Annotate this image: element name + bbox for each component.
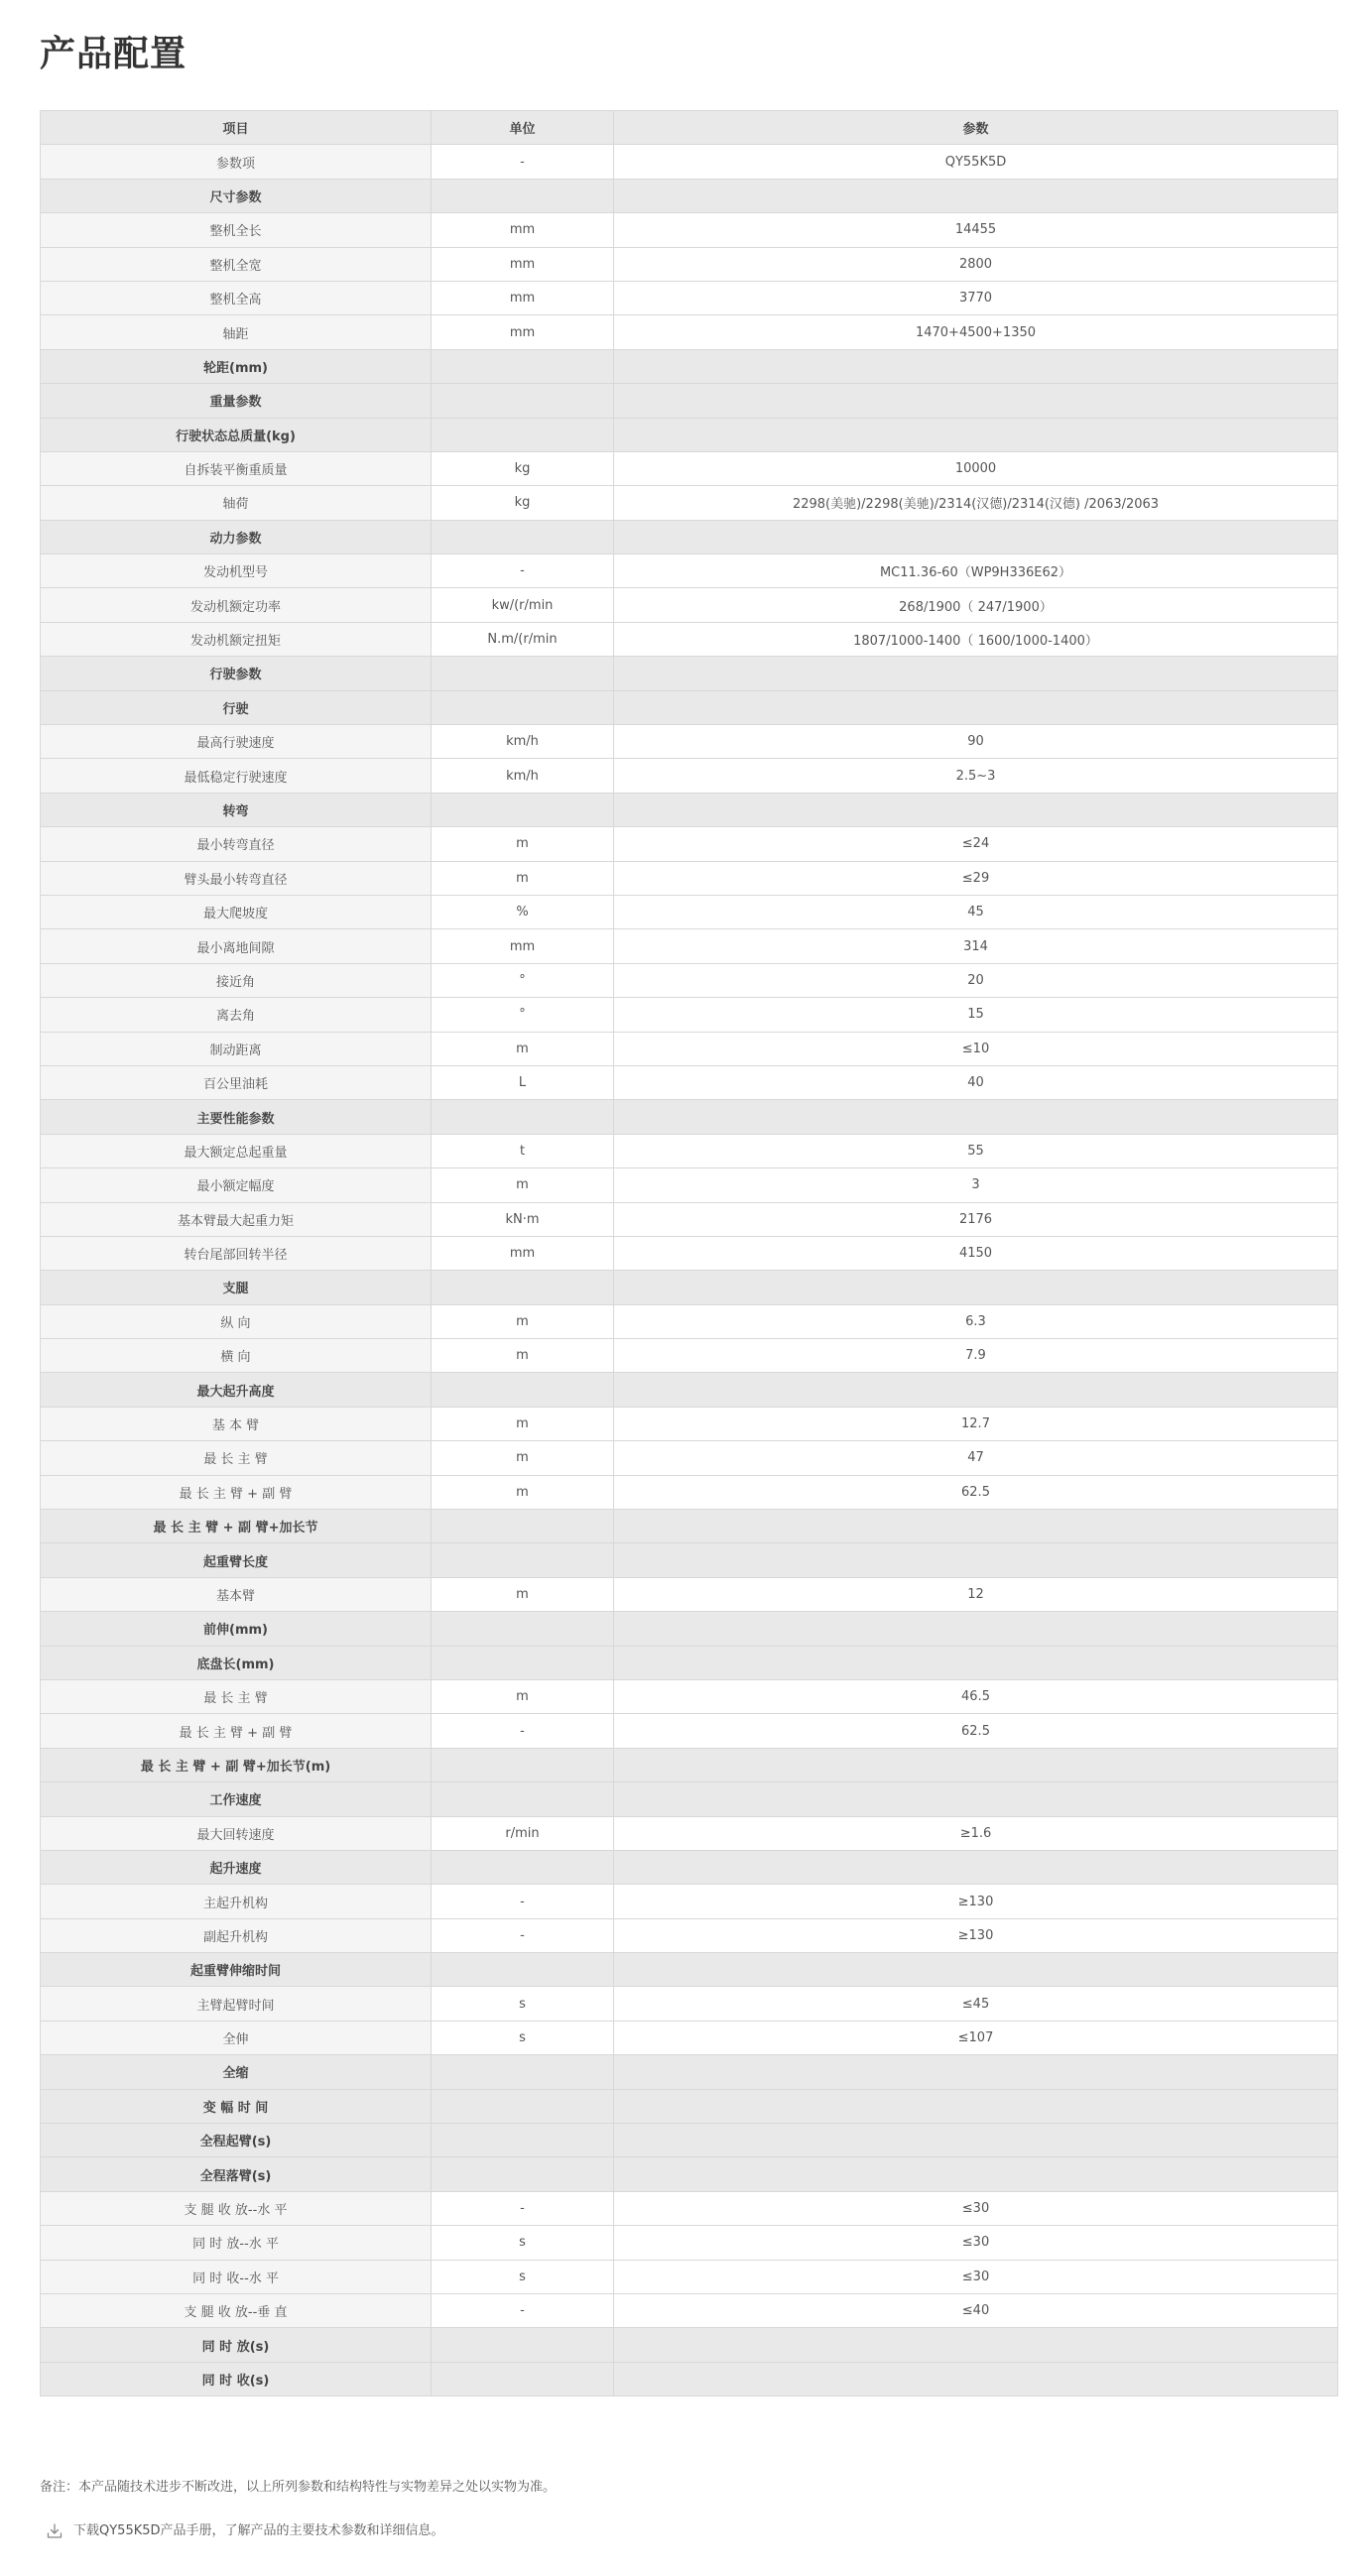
cell-unit: mm (432, 247, 614, 281)
table-row (41, 1918, 1338, 1952)
cell-unit: kw/(r/min (432, 588, 614, 622)
cell-value (614, 1510, 1338, 1543)
cell-unit (432, 2124, 614, 2157)
cell-item: 最高行驶速度 (41, 725, 432, 759)
cell-item: 发动机额定功率 (41, 588, 432, 622)
cell-item: 最 长 主 臂 (41, 1441, 432, 1475)
cell-unit (432, 349, 614, 383)
table-section-row (41, 1748, 1338, 1781)
cell-value: 15 (614, 998, 1338, 1032)
cell-unit: r/min (432, 1816, 614, 1850)
table-row (41, 451, 1338, 485)
cell-value (614, 2157, 1338, 2191)
cell-item: 发动机型号 (41, 554, 432, 588)
cell-unit (432, 2157, 614, 2191)
table-row (41, 1714, 1338, 1748)
table-row (41, 2191, 1338, 2225)
cell-item: 主要性能参数 (41, 1100, 432, 1134)
table-row (41, 1032, 1338, 1065)
table-section-row (41, 1543, 1338, 1577)
cell-value: ≥130 (614, 1885, 1338, 1918)
cell-item: 工作速度 (41, 1782, 432, 1816)
cell-value: 14455 (614, 213, 1338, 247)
cell-value (614, 1271, 1338, 1304)
table-section-row (41, 793, 1338, 826)
cell-unit: m (432, 1032, 614, 1065)
cell-unit (432, 2362, 614, 2395)
table-row (41, 1679, 1338, 1713)
table-section-row (41, 690, 1338, 724)
cell-value (614, 1612, 1338, 1646)
cell-unit (432, 520, 614, 553)
cell-item: 最 长 主 臂 + 副 臂+加长节(m) (41, 1748, 432, 1781)
cell-value: 268/1900（ 247/1900） (614, 588, 1338, 622)
cell-item: 最大爬坡度 (41, 895, 432, 928)
cell-value: 47 (614, 1441, 1338, 1475)
cell-unit: % (432, 895, 614, 928)
cell-unit: m (432, 827, 614, 861)
cell-item: 最 长 主 臂 + 副 臂+加长节 (41, 1510, 432, 1543)
table-row (41, 1065, 1338, 1099)
cell-item: 同 时 收(s) (41, 2362, 432, 2395)
cell-item: 支 腿 收 放--垂 直 (41, 2294, 432, 2328)
table-row (41, 1168, 1338, 1202)
cell-value (614, 520, 1338, 553)
cell-unit (432, 1748, 614, 1781)
table-section-row (41, 1510, 1338, 1543)
cell-item: 主起升机构 (41, 1885, 432, 1918)
cell-unit: m (432, 1577, 614, 1611)
cell-unit (432, 690, 614, 724)
table-section-row (41, 1782, 1338, 1816)
cell-unit: - (432, 2191, 614, 2225)
cell-value (614, 384, 1338, 418)
cell-item: 行驶 (41, 690, 432, 724)
cell-value: ≤10 (614, 1032, 1338, 1065)
cell-value: 314 (614, 929, 1338, 963)
cell-value: 4150 (614, 1236, 1338, 1270)
cell-unit: m (432, 1407, 614, 1440)
table-section-row (41, 1373, 1338, 1407)
cell-item: 臂头最小转弯直径 (41, 861, 432, 895)
cell-unit (432, 1850, 614, 1884)
cell-item: 最 长 主 臂 + 副 臂 (41, 1475, 432, 1509)
cell-unit: - (432, 1885, 614, 1918)
cell-unit (432, 793, 614, 826)
table-section-row (41, 179, 1338, 212)
cell-unit (432, 2328, 614, 2362)
cell-item: 副起升机构 (41, 1918, 432, 1952)
table-row (41, 247, 1338, 281)
cell-item: 转弯 (41, 793, 432, 826)
download-icon (46, 2522, 63, 2540)
cell-item: 百公里油耗 (41, 1065, 432, 1099)
table-row (41, 2294, 1338, 2328)
cell-unit: m (432, 1441, 614, 1475)
cell-item: 整机全高 (41, 281, 432, 314)
cell-unit (432, 1543, 614, 1577)
cell-value (614, 793, 1338, 826)
cell-item: 最小转弯直径 (41, 827, 432, 861)
cell-unit: - (432, 2294, 614, 2328)
cell-value: ≤107 (614, 2021, 1338, 2054)
cell-item: 起重臂伸缩时间 (41, 1953, 432, 1987)
cell-unit: N.m/(r/min (432, 622, 614, 656)
cell-item: 接近角 (41, 963, 432, 997)
cell-unit: mm (432, 929, 614, 963)
cell-item: 轴荷 (41, 486, 432, 520)
page-title: 产品配置 (40, 34, 187, 74)
cell-value: 10000 (614, 451, 1338, 485)
cell-unit (432, 1646, 614, 1679)
table-row (41, 2021, 1338, 2054)
cell-unit: m (432, 1339, 614, 1373)
table-section-row (41, 1646, 1338, 1679)
cell-unit: mm (432, 315, 614, 349)
cell-value (614, 690, 1338, 724)
table-row (41, 725, 1338, 759)
cell-value (614, 1100, 1338, 1134)
table-row (41, 554, 1338, 588)
cell-unit (432, 1271, 614, 1304)
cell-unit: - (432, 1918, 614, 1952)
cell-value: ≤30 (614, 2226, 1338, 2260)
table-section-row (41, 657, 1338, 690)
cell-value: 12.7 (614, 1407, 1338, 1440)
cell-value: 2176 (614, 1202, 1338, 1236)
cell-unit (432, 179, 614, 212)
cell-value: 40 (614, 1065, 1338, 1099)
cell-item: 基本臂最大起重力矩 (41, 1202, 432, 1236)
cell-value: 6.3 (614, 1304, 1338, 1338)
table-row (41, 1885, 1338, 1918)
cell-value: 3 (614, 1168, 1338, 1202)
table-row (41, 827, 1338, 861)
cell-item: 整机全宽 (41, 247, 432, 281)
table-row (41, 895, 1338, 928)
cell-unit (432, 1782, 614, 1816)
table-row (41, 1202, 1338, 1236)
spec-table (40, 110, 1338, 2396)
cell-item: 最 长 主 臂 (41, 1679, 432, 1713)
download-manual-link[interactable] (46, 2521, 444, 2541)
cell-unit: mm (432, 1236, 614, 1270)
cell-value: ≤30 (614, 2191, 1338, 2225)
cell-unit: s (432, 1987, 614, 2021)
cell-unit (432, 2055, 614, 2089)
cell-value: 12 (614, 1577, 1338, 1611)
table-row (41, 1236, 1338, 1270)
cell-value: 3770 (614, 281, 1338, 314)
download-manual-label: 下载QY55K5D产品手册，了解产品的主要技术参数和详细信息。 (73, 2523, 444, 2538)
cell-unit (432, 2089, 614, 2123)
table-row (41, 1577, 1338, 1611)
table-row (41, 1407, 1338, 1440)
table-section-row (41, 2157, 1338, 2191)
cell-unit: - (432, 145, 614, 179)
table-row (41, 1475, 1338, 1509)
table-section-row (41, 2055, 1338, 2089)
table-row (41, 861, 1338, 895)
header-value: 参数 (614, 111, 1338, 145)
cell-item: 全伸 (41, 2021, 432, 2054)
cell-unit: ° (432, 998, 614, 1032)
cell-unit: kg (432, 486, 614, 520)
cell-item: 最大回转速度 (41, 1816, 432, 1850)
table-section-row (41, 520, 1338, 553)
cell-unit: ° (432, 963, 614, 997)
cell-value: ≤45 (614, 1987, 1338, 2021)
cell-unit: kN·m (432, 1202, 614, 1236)
cell-value (614, 2089, 1338, 2123)
table-row (41, 315, 1338, 349)
table-row (41, 588, 1338, 622)
table-row (41, 213, 1338, 247)
cell-value: ≤30 (614, 2260, 1338, 2293)
header-item: 项目 (41, 111, 432, 145)
table-section-row (41, 1850, 1338, 1884)
cell-unit: km/h (432, 759, 614, 793)
cell-item: 前伸(mm) (41, 1612, 432, 1646)
table-section-row (41, 1100, 1338, 1134)
table-row (41, 1816, 1338, 1850)
table-row (41, 1441, 1338, 1475)
table-row (41, 145, 1338, 179)
cell-item: 支 腿 收 放--水 平 (41, 2191, 432, 2225)
cell-value (614, 2328, 1338, 2362)
cell-unit: - (432, 1714, 614, 1748)
cell-value: ≤24 (614, 827, 1338, 861)
cell-unit (432, 1953, 614, 1987)
cell-value: 2298(美驰)/2298(美驰)/2314(汉德)/2314(汉德) /2063/2063 (614, 486, 1338, 520)
cell-value: 7.9 (614, 1339, 1338, 1373)
cell-item: 发动机额定扭矩 (41, 622, 432, 656)
cell-value (614, 2362, 1338, 2395)
cell-item: 同 时 收--水 平 (41, 2260, 432, 2293)
header-unit: 单位 (432, 111, 614, 145)
cell-unit: mm (432, 281, 614, 314)
cell-value (614, 1748, 1338, 1781)
cell-value: ≤40 (614, 2294, 1338, 2328)
cell-item: 全程落臂(s) (41, 2157, 432, 2191)
cell-unit (432, 1100, 614, 1134)
cell-item: 尺寸参数 (41, 179, 432, 212)
table-section-row (41, 2328, 1338, 2362)
cell-item: 最小离地间隙 (41, 929, 432, 963)
table-section-row (41, 418, 1338, 451)
cell-item: 最大额定总起重量 (41, 1134, 432, 1167)
cell-value (614, 1646, 1338, 1679)
cell-unit: m (432, 1168, 614, 1202)
table-section-row (41, 349, 1338, 383)
cell-value: 45 (614, 895, 1338, 928)
table-section-row (41, 1271, 1338, 1304)
cell-unit: - (432, 554, 614, 588)
table-row (41, 998, 1338, 1032)
cell-item: 全程起臂(s) (41, 2124, 432, 2157)
table-section-row (41, 1612, 1338, 1646)
cell-item: 最低稳定行驶速度 (41, 759, 432, 793)
cell-value: 2.5~3 (614, 759, 1338, 793)
cell-value (614, 1543, 1338, 1577)
cell-unit: t (432, 1134, 614, 1167)
cell-item: 最大起升高度 (41, 1373, 432, 1407)
cell-item: 参数项 (41, 145, 432, 179)
cell-item: 基本臂 (41, 1577, 432, 1611)
cell-value: 62.5 (614, 1714, 1338, 1748)
cell-unit: m (432, 1679, 614, 1713)
cell-value: MC11.36-60（WP9H336E62） (614, 554, 1338, 588)
table-row (41, 1339, 1338, 1373)
cell-value: 62.5 (614, 1475, 1338, 1509)
cell-item: 主臂起臂时间 (41, 1987, 432, 2021)
cell-item: 支腿 (41, 1271, 432, 1304)
cell-unit (432, 1612, 614, 1646)
cell-item: 起升速度 (41, 1850, 432, 1884)
cell-value: QY55K5D (614, 145, 1338, 179)
cell-value (614, 349, 1338, 383)
table-row (41, 929, 1338, 963)
cell-value: 46.5 (614, 1679, 1338, 1713)
table-row (41, 486, 1338, 520)
table-row (41, 2226, 1338, 2260)
table-row (41, 1304, 1338, 1338)
cell-item: 同 时 放--水 平 (41, 2226, 432, 2260)
cell-value (614, 179, 1338, 212)
table-row (41, 1987, 1338, 2021)
cell-value: 1470+4500+1350 (614, 315, 1338, 349)
cell-value: 90 (614, 725, 1338, 759)
cell-item: 制动距离 (41, 1032, 432, 1065)
table-section-row (41, 1953, 1338, 1987)
cell-value (614, 1850, 1338, 1884)
table-row (41, 759, 1338, 793)
cell-value (614, 1953, 1338, 1987)
cell-item: 动力参数 (41, 520, 432, 553)
cell-item: 变 幅 时 间 (41, 2089, 432, 2123)
cell-unit: mm (432, 213, 614, 247)
cell-item: 重量参数 (41, 384, 432, 418)
cell-item: 最 长 主 臂 + 副 臂 (41, 1714, 432, 1748)
table-section-row (41, 2362, 1338, 2395)
cell-unit: s (432, 2260, 614, 2293)
cell-item: 起重臂长度 (41, 1543, 432, 1577)
cell-value (614, 418, 1338, 451)
cell-item: 转台尾部回转半径 (41, 1236, 432, 1270)
cell-value (614, 2124, 1338, 2157)
cell-unit: m (432, 861, 614, 895)
cell-value (614, 1373, 1338, 1407)
cell-unit (432, 657, 614, 690)
cell-item: 自拆装平衡重质量 (41, 451, 432, 485)
table-row (41, 281, 1338, 314)
cell-item: 纵 向 (41, 1304, 432, 1338)
cell-value: ≤29 (614, 861, 1338, 895)
cell-unit (432, 418, 614, 451)
cell-unit: s (432, 2021, 614, 2054)
cell-unit: kg (432, 451, 614, 485)
cell-value: 2800 (614, 247, 1338, 281)
cell-value: 55 (614, 1134, 1338, 1167)
cell-item: 同 时 放(s) (41, 2328, 432, 2362)
cell-item: 最小额定幅度 (41, 1168, 432, 1202)
cell-value: 20 (614, 963, 1338, 997)
table-section-row (41, 2124, 1338, 2157)
cell-unit: L (432, 1065, 614, 1099)
table-section-row (41, 2089, 1338, 2123)
cell-item: 行驶参数 (41, 657, 432, 690)
cell-unit (432, 1373, 614, 1407)
cell-unit (432, 1510, 614, 1543)
cell-unit: s (432, 2226, 614, 2260)
cell-item: 轮距(mm) (41, 349, 432, 383)
cell-item: 行驶状态总质量(kg) (41, 418, 432, 451)
table-section-row (41, 384, 1338, 418)
cell-item: 离去角 (41, 998, 432, 1032)
disclaimer-note: 备注：本产品随技术进步不断改进，以上所列参数和结构特性与实物差异之处以实物为准。 (40, 2480, 557, 2495)
cell-value (614, 1782, 1338, 1816)
table-row (41, 963, 1338, 997)
cell-item: 整机全长 (41, 213, 432, 247)
cell-value (614, 657, 1338, 690)
table-row (41, 2260, 1338, 2293)
cell-value (614, 2055, 1338, 2089)
cell-item: 全缩 (41, 2055, 432, 2089)
cell-item: 轴距 (41, 315, 432, 349)
spec-table-body (41, 145, 1338, 2396)
cell-unit (432, 384, 614, 418)
cell-value: ≥130 (614, 1918, 1338, 1952)
table-header-row (41, 111, 1338, 145)
cell-value: 1807/1000-1400（ 1600/1000-1400） (614, 622, 1338, 656)
cell-value: ≥1.6 (614, 1816, 1338, 1850)
table-row (41, 622, 1338, 656)
table-row (41, 1134, 1338, 1167)
cell-item: 底盘长(mm) (41, 1646, 432, 1679)
cell-unit: km/h (432, 725, 614, 759)
cell-unit: m (432, 1475, 614, 1509)
cell-item: 横 向 (41, 1339, 432, 1373)
cell-item: 基 本 臂 (41, 1407, 432, 1440)
cell-unit: m (432, 1304, 614, 1338)
